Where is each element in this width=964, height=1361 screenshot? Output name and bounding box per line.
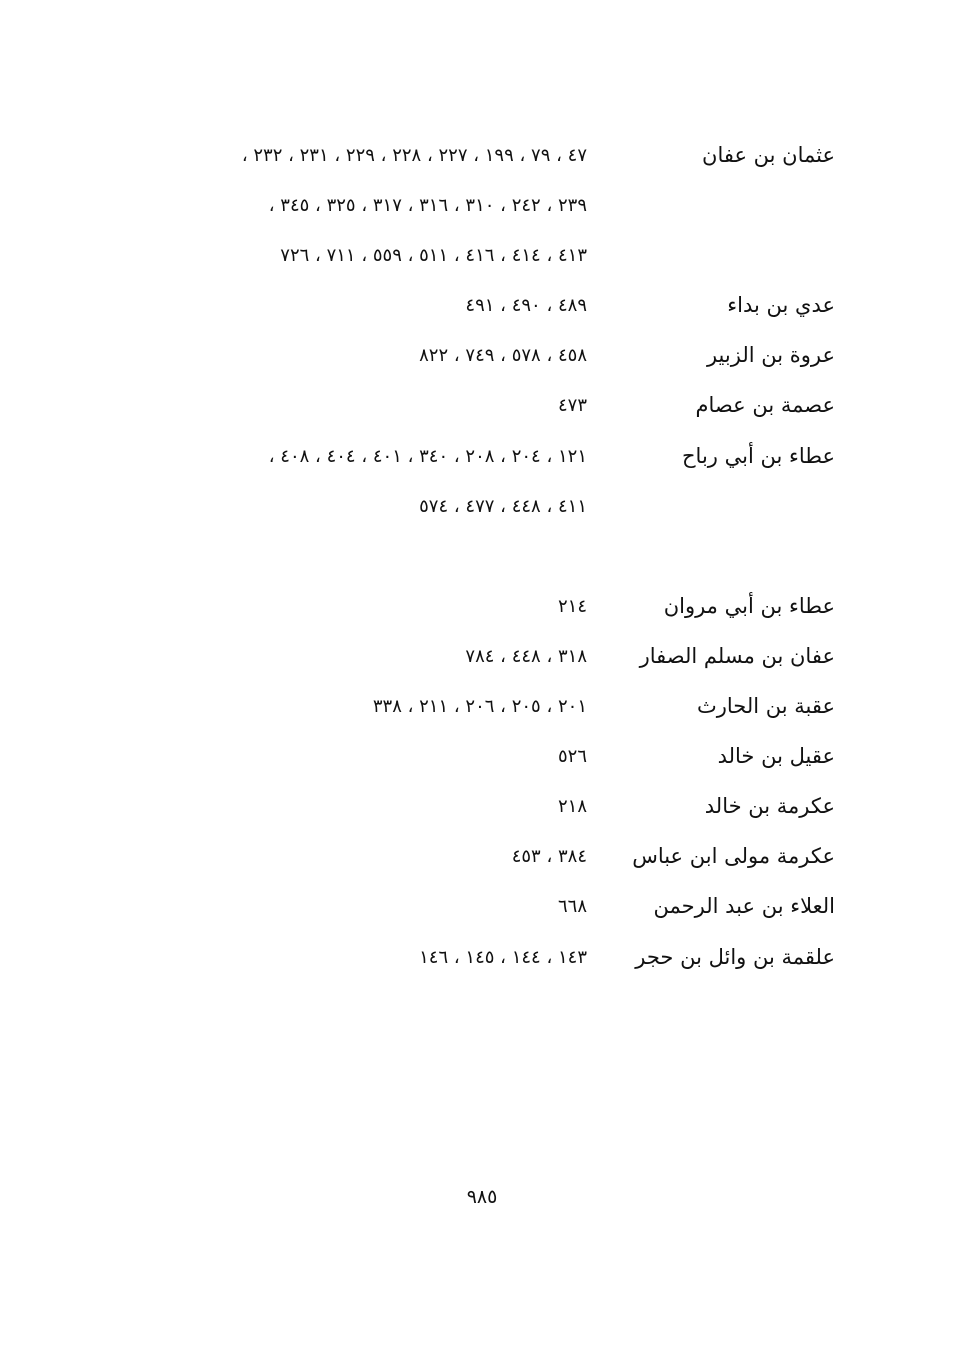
entry-name: عكرمة مولى ابن عباس [632,844,835,869]
entry-pages: ٤١٣ ، ٤١٤ ، ٤١٦ ، ٥١١ ، ٥٥٩ ، ٧١١ ، ٧٢٦ [280,245,587,267]
entry-pages: ٣٨٤ ، ٤٥٣ [511,846,587,868]
index-entry [135,581,835,631]
index-entry [135,380,835,430]
index-entry [135,681,835,731]
index-entry [135,431,835,481]
entry-name: عثمان بن عفان [702,143,835,167]
entry-pages: ٤٧٣ [557,395,587,417]
entry-pages: ٥٢٦ [557,746,587,768]
entry-pages: ٢١٤ [557,595,587,617]
index-entry [135,330,835,380]
index-entry [135,932,835,982]
entry-pages: ١٤٣ ، ١٤٤ ، ١٤٥ ، ١٤٦ [419,946,587,968]
entry-name: عطاء بن أبي مروان [663,593,835,618]
index-entry [135,881,835,931]
entry-name: عقبة بن الحارث [696,694,835,719]
entry-name: العلاء بن عبد الرحمن [653,894,835,919]
entry-pages: ٦٦٨ [557,896,587,918]
page-number: ٩٨٥ [466,1186,498,1208]
entry-name: عفان بن مسلم الصفار [639,643,835,668]
entry-pages: ٣١٨ ، ٤٤٨ ، ٧٨٤ [465,645,587,667]
entry-name: عكرمة بن خالد [704,794,835,819]
entry-name: علقمة بن وائل بن حجر [635,944,835,969]
entry-name: عروة بن الزبير [706,343,835,368]
entry-pages: ٢٠١ ، ٢٠٥ ، ٢٠٦ ، ٢١١ ، ٣٣٨ [372,696,587,718]
entry-pages: ٢٣٩ ، ٢٤٢ ، ٣١٠ ، ٣١٦ ، ٣١٧ ، ٣٢٥ ، ٣٤٥ ، [268,195,587,217]
entry-pages: ٤٨٩ ، ٤٩٠ ، ٤٩١ [465,295,587,317]
entry-pages: ٤٥٨ ، ٥٧٨ ، ٧٤٩ ، ٨٢٢ [419,345,587,367]
index-entry [135,781,835,831]
entry-pages: ٤١١ ، ٤٤٨ ، ٤٧٧ ، ٥٧٤ [419,495,587,517]
entry-name: عطاء بن أبي رباح [681,443,835,468]
entry-name: عصمة بن عصام [695,393,835,418]
index-entry [135,631,835,681]
index-spacer [135,531,835,581]
index-entry [135,130,835,180]
index-entry [135,731,835,781]
index-entry [135,230,835,280]
entry-pages: ٤٧ ، ٧٩ ، ١٩٩ ، ٢٢٧ ، ٢٢٨ ، ٢٢٩ ، ٢٣١ ، ٢٣٢ ، [241,145,587,166]
index-entry [135,280,835,330]
index-entry [135,481,835,531]
entry-pages: ٢١٨ [557,796,587,818]
entry-name: عقيل بن خالد [717,744,835,769]
index-entry [135,831,835,881]
entry-name: عدي بن بداء [727,293,835,318]
entry-pages: ١٢١ ، ٢٠٤ ، ٢٠٨ ، ٣٤٠ ، ٤٠١ ، ٤٠٤ ، ٤٠٨ ، [268,445,587,467]
index-entry [135,180,835,230]
index-list [135,130,835,982]
